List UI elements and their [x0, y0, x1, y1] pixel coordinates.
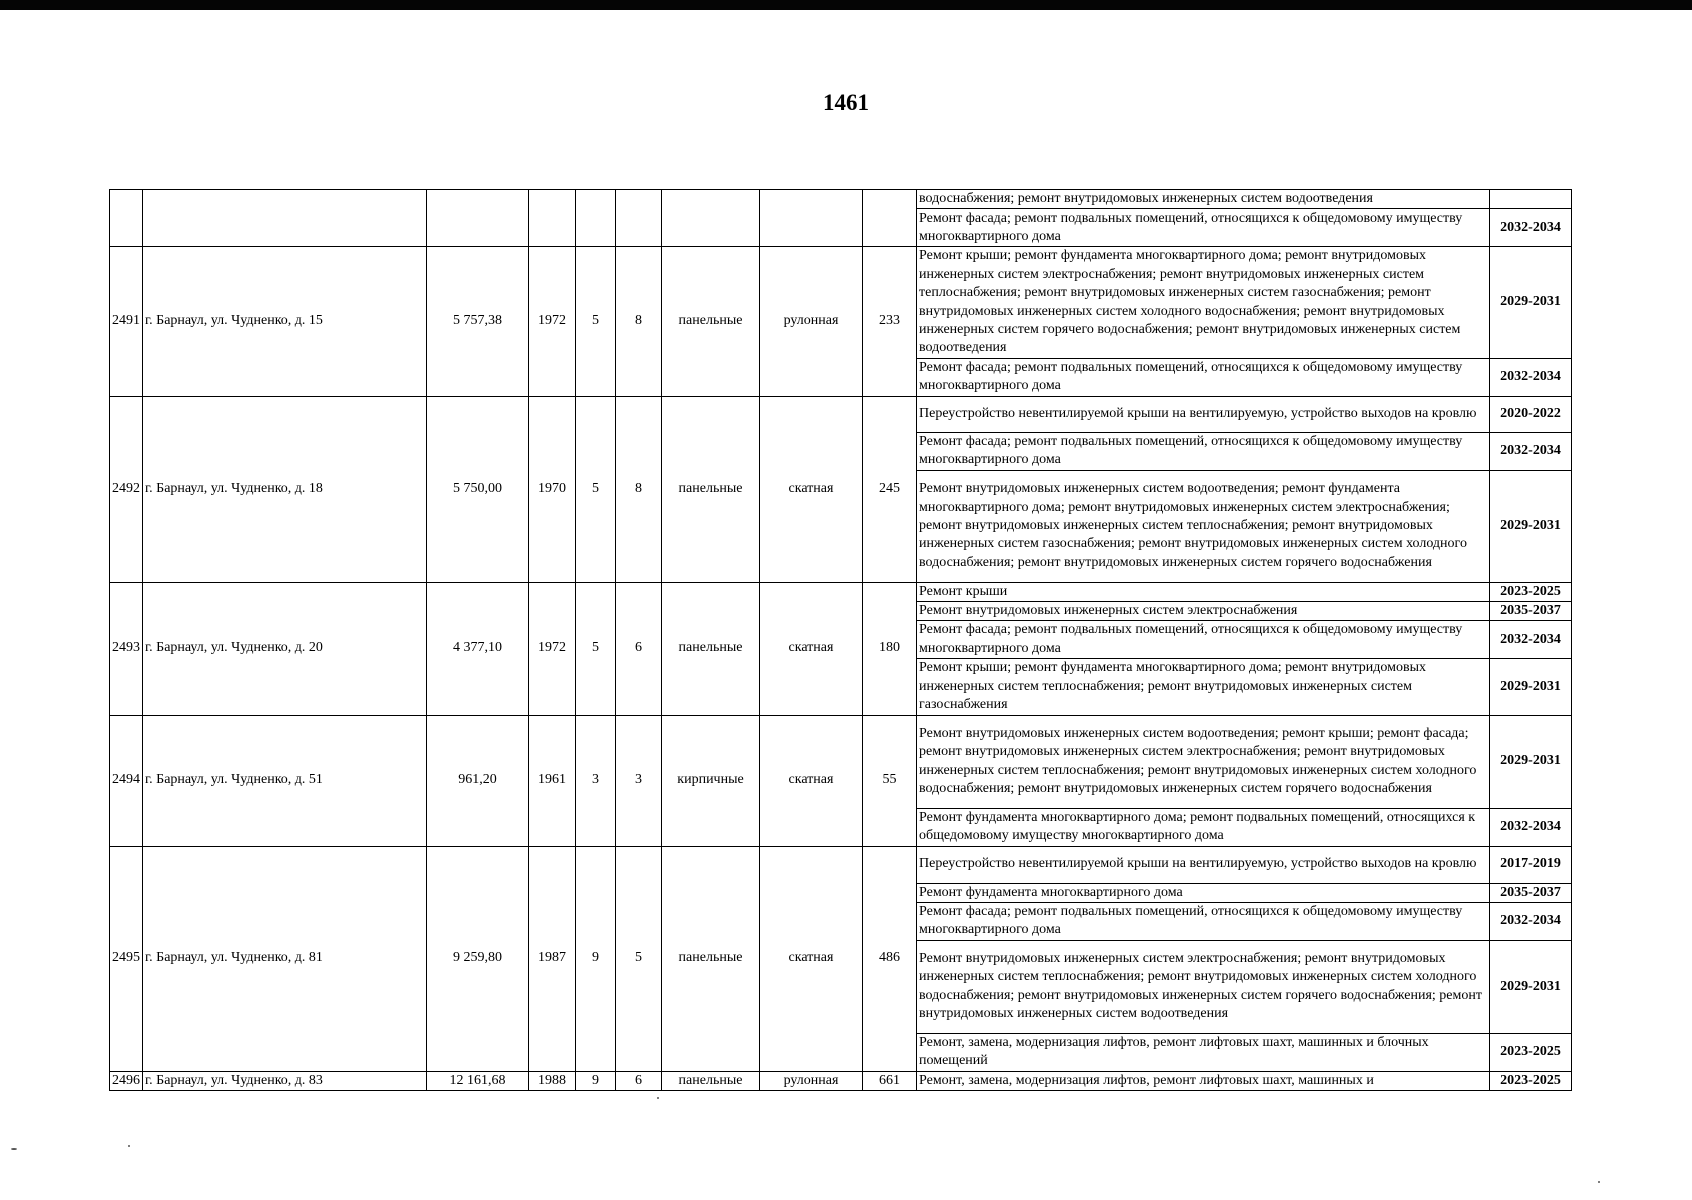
work-period-cell: 2023-2025 [1490, 582, 1572, 601]
address-cell: г. Барнаул, ул. Чудненко, д. 81 [143, 846, 427, 1071]
roof-type-cell: скатная [760, 846, 863, 1071]
address-cell: г. Барнаул, ул. Чудненко, д. 51 [143, 715, 427, 846]
work-period-cell: 2032-2034 [1490, 358, 1572, 396]
floors-cell: 3 [576, 715, 616, 846]
work-description-cell: Ремонт внутридомовых инженерных систем водоотведения; ремонт фундамента многоквартирного дома; ремонт внутридомовых инженерных систем электроснабжения; ремонт внутридомовых инженерных систем теплоснабжения; ремонт внутридомовых инженерных систем газоснабжения; ремонт внутридомовых инженерных систем холодного водоснабжения; ремонт внутридомовых инженерных систем горячего водоснабжения [917, 470, 1490, 582]
house-registry-table [109, 189, 1572, 1091]
work-period-cell: 2029-2031 [1490, 247, 1572, 358]
scan-top-edge [0, 0, 1692, 10]
scan-speck [1598, 1181, 1600, 1183]
table-row [110, 846, 1572, 883]
work-period-cell: 2029-2031 [1490, 470, 1572, 582]
table-row [110, 247, 1572, 358]
work-description-cell: Ремонт фасада; ремонт подвальных помещений, относящихся к общедомовому имуществу многоквартирного дома [917, 432, 1490, 470]
work-period-cell: 2032-2034 [1490, 808, 1572, 846]
wall-material-cell: панельные [662, 396, 760, 582]
wall-material-cell: кирпичные [662, 715, 760, 846]
scan-speck [128, 1145, 130, 1147]
wall-material-cell: панельные [662, 582, 760, 715]
floors-cell: 5 [576, 582, 616, 715]
work-period-cell: 2032-2034 [1490, 902, 1572, 940]
empty-cell [863, 190, 917, 247]
address-cell: г. Барнаул, ул. Чудненко, д. 83 [143, 1071, 427, 1090]
work-description-cell: Ремонт крыши [917, 582, 1490, 601]
work-description-cell: Ремонт фундамента многоквартирного дома [917, 883, 1490, 902]
entrances-cell: 8 [616, 247, 662, 396]
work-description-cell: Ремонт крыши; ремонт фундамента многоквартирного дома; ремонт внутридомовых инженерных систем электроснабжения; ремонт внутридомовых инженерных систем теплоснабжения; ремонт внутридомовых инженерных систем газоснабжения; ремонт внутридомовых инженерных систем холодного водоснабжения; ремонт внутридомовых инженерных систем горячего водоснабжения; ремонт внутридомовых инженерных систем водоотведения [917, 247, 1490, 358]
row-number-cell: 2496 [110, 1071, 143, 1090]
table-row [110, 396, 1572, 432]
year-cell: 1970 [529, 396, 576, 582]
scan-speck [657, 1097, 659, 1099]
work-period-cell: 2020-2022 [1490, 396, 1572, 432]
work-description-cell: Ремонт фасада; ремонт подвальных помещений, относящихся к общедомовому имуществу многоквартирного дома [917, 358, 1490, 396]
entrances-cell: 6 [616, 582, 662, 715]
roof-type-cell: рулонная [760, 1071, 863, 1090]
residents-cell: 55 [863, 715, 917, 846]
work-period-cell: 2035-2037 [1490, 883, 1572, 902]
empty-cell [760, 190, 863, 247]
work-description-cell: Переустройство невентилируемой крыши на вентилируемую, устройство выходов на кровлю [917, 846, 1490, 883]
work-description-cell: Ремонт, замена, модернизация лифтов, ремонт лифтовых шахт, машинных и блочных помещений [917, 1033, 1490, 1071]
work-description-cell: Ремонт фундамента многоквартирного дома; ремонт подвальных помещений, относящихся к общедомовому имуществу многоквартирного дома [917, 808, 1490, 846]
work-period-cell: 2032-2034 [1490, 621, 1572, 659]
year-cell: 1972 [529, 582, 576, 715]
entrances-cell: 3 [616, 715, 662, 846]
residents-cell: 180 [863, 582, 917, 715]
row-number-cell: 2493 [110, 582, 143, 715]
work-period-cell: 2032-2034 [1490, 209, 1572, 247]
entrances-cell: 8 [616, 396, 662, 582]
work-description-cell: Переустройство невентилируемой крыши на вентилируемую, устройство выходов на кровлю [917, 396, 1490, 432]
area-cell: 4 377,10 [427, 582, 529, 715]
work-period-cell: 2017-2019 [1490, 846, 1572, 883]
area-cell: 9 259,80 [427, 846, 529, 1071]
address-cell: г. Барнаул, ул. Чудненко, д. 18 [143, 396, 427, 582]
table-row [110, 582, 1572, 601]
wall-material-cell: панельные [662, 1071, 760, 1090]
table-row [110, 715, 1572, 808]
work-period-cell: 2023-2025 [1490, 1071, 1572, 1090]
work-description-cell: Ремонт внутридомовых инженерных систем электроснабжения [917, 602, 1490, 621]
year-cell: 1961 [529, 715, 576, 846]
row-number-cell: 2491 [110, 247, 143, 396]
page-number: 1461 [823, 90, 869, 115]
scan-speck [11, 1148, 17, 1150]
roof-type-cell: рулонная [760, 247, 863, 396]
table-body [110, 190, 1572, 1091]
row-number-cell: 2494 [110, 715, 143, 846]
empty-cell [110, 190, 143, 247]
work-description-cell: Ремонт фасада; ремонт подвальных помещений, относящихся к общедомовому имуществу многоквартирного дома [917, 621, 1490, 659]
work-description-cell: Ремонт фасада; ремонт подвальных помещений, относящихся к общедомовому имуществу многоквартирного дома [917, 209, 1490, 247]
table-row [110, 1071, 1572, 1090]
work-description-cell: Ремонт фасада; ремонт подвальных помещений, относящихся к общедомовому имуществу многоквартирного дома [917, 902, 1490, 940]
roof-type-cell: скатная [760, 582, 863, 715]
area-cell: 961,20 [427, 715, 529, 846]
entrances-cell: 5 [616, 846, 662, 1071]
wall-material-cell: панельные [662, 247, 760, 396]
wall-material-cell: панельные [662, 846, 760, 1071]
address-cell: г. Барнаул, ул. Чудненко, д. 20 [143, 582, 427, 715]
roof-type-cell: скатная [760, 396, 863, 582]
work-period-cell: 2023-2025 [1490, 1033, 1572, 1071]
work-period-cell: 2035-2037 [1490, 602, 1572, 621]
empty-cell [576, 190, 616, 247]
area-cell: 5 750,00 [427, 396, 529, 582]
entrances-cell: 6 [616, 1071, 662, 1090]
year-cell: 1972 [529, 247, 576, 396]
residents-cell: 486 [863, 846, 917, 1071]
work-description-cell: Ремонт внутридомовых инженерных систем водоотведения; ремонт крыши; ремонт фасада; ремонт внутридомовых инженерных систем электроснабжения; ремонт внутридомовых инженерных систем теплоснабжения; ремонт внутридомовых инженерных систем холодного водоснабжения; ремонт внутридомовых инженерных систем горячего водоснабжения [917, 715, 1490, 808]
floors-cell: 5 [576, 247, 616, 396]
empty-cell [427, 190, 529, 247]
roof-type-cell: скатная [760, 715, 863, 846]
floors-cell: 9 [576, 1071, 616, 1090]
empty-cell [143, 190, 427, 247]
row-number-cell: 2495 [110, 846, 143, 1071]
work-description-cell: Ремонт крыши; ремонт фундамента многоквартирного дома; ремонт внутридомовых инженерных систем теплоснабжения; ремонт внутридомовых инженерных систем газоснабжения [917, 659, 1490, 715]
work-description-cell: Ремонт внутридомовых инженерных систем электроснабжения; ремонт внутридомовых инженерных систем теплоснабжения; ремонт внутридомовых инженерных систем холодного водоснабжения; ремонт внутридомовых инженерных систем горячего водоснабжения; ремонт внутридомовых инженерных систем водоотведения [917, 940, 1490, 1033]
continuation-row [110, 190, 1572, 209]
empty-cell [616, 190, 662, 247]
floors-cell: 5 [576, 396, 616, 582]
address-cell: г. Барнаул, ул. Чудненко, д. 15 [143, 247, 427, 396]
row-number-cell: 2492 [110, 396, 143, 582]
work-period-cell [1490, 190, 1572, 209]
empty-cell [662, 190, 760, 247]
year-cell: 1988 [529, 1071, 576, 1090]
work-period-cell: 2029-2031 [1490, 940, 1572, 1033]
area-cell: 5 757,38 [427, 247, 529, 396]
residents-cell: 233 [863, 247, 917, 396]
residents-cell: 245 [863, 396, 917, 582]
empty-cell [529, 190, 576, 247]
residents-cell: 661 [863, 1071, 917, 1090]
work-period-cell: 2032-2034 [1490, 432, 1572, 470]
work-period-cell: 2029-2031 [1490, 659, 1572, 715]
floors-cell: 9 [576, 846, 616, 1071]
work-description-cell: Ремонт, замена, модернизация лифтов, ремонт лифтовых шахт, машинных и [917, 1071, 1490, 1090]
area-cell: 12 161,68 [427, 1071, 529, 1090]
year-cell: 1987 [529, 846, 576, 1071]
work-description-cell: водоснабжения; ремонт внутридомовых инженерных систем водоотведения [917, 190, 1490, 209]
work-period-cell: 2029-2031 [1490, 715, 1572, 808]
